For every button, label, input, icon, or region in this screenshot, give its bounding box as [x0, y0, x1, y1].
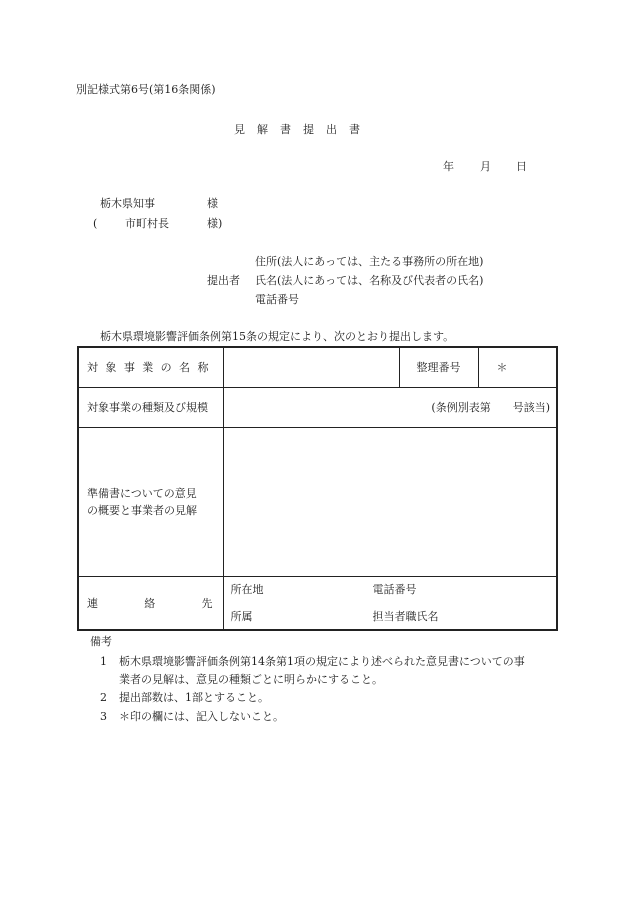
asterisk-mark: ＊: [496, 361, 508, 375]
opinion-label: 準備書についての意見 の概要と事業者の見解: [78, 427, 223, 576]
note-text: 提出部数は、1部とすること。: [119, 691, 269, 704]
submitter-label: 提出者: [207, 274, 240, 287]
contact-phone-label: 電話番号: [372, 582, 417, 596]
note-number: 1: [100, 655, 107, 668]
submitter-phone: 電話番号: [255, 293, 299, 306]
project-name-field[interactable]: [223, 347, 399, 387]
note-text: 業者の見解は、意見の種類ごとに明らかにすること。: [119, 673, 383, 686]
note-number: 3: [100, 710, 107, 723]
page-title: 見 解 書 提 出 書: [234, 123, 361, 136]
opinion-field[interactable]: [223, 427, 557, 576]
ref-number-label: 整理番号: [399, 347, 478, 387]
submission-table: [77, 346, 558, 631]
contact-field[interactable]: [223, 576, 557, 630]
ref-number-field[interactable]: [478, 347, 557, 387]
project-name-label: 対 象 事 業 の 名 称: [78, 347, 223, 387]
note-number: 2: [100, 691, 107, 704]
addressee-mayor-suffix: 様): [207, 217, 223, 230]
contact-person-label: 担当者職氏名: [372, 609, 439, 623]
notes-heading: 備考: [90, 635, 112, 648]
form-number: 別記様式第6号(第16条関係): [76, 83, 216, 96]
addressee-governor: 栃木県知事: [100, 197, 155, 210]
addressee-governor-suffix: 様: [207, 197, 218, 210]
date-day: 日: [516, 160, 527, 173]
contact-location-label: 所在地: [230, 582, 264, 596]
project-type-field[interactable]: (条例別表第 号該当): [223, 387, 557, 427]
addressee-mayor: 市町村長: [125, 217, 169, 230]
addressee-mayor-open: (: [93, 217, 98, 230]
contact-affiliation-label: 所属: [230, 609, 253, 623]
note-text: 栃木県環境影響評価条例第14条第1項の規定により述べられた意見書についての事: [119, 655, 525, 668]
project-type-label: 対象事業の種類及び規模: [78, 387, 223, 427]
date-month: 月: [480, 160, 491, 173]
contact-label: 連 絡 先: [78, 576, 223, 630]
date-year: 年: [443, 160, 454, 173]
intro-sentence: 栃木県環境影響評価条例第15条の規定により、次のとおり提出します。: [100, 330, 455, 343]
submitter-name: 氏名(法人にあっては、名称及び代表者の氏名): [255, 274, 484, 287]
submitter-address: 住所(法人にあっては、主たる事務所の所在地): [255, 255, 484, 268]
note-text: ＊印の欄には、記入しないこと。: [119, 710, 284, 723]
